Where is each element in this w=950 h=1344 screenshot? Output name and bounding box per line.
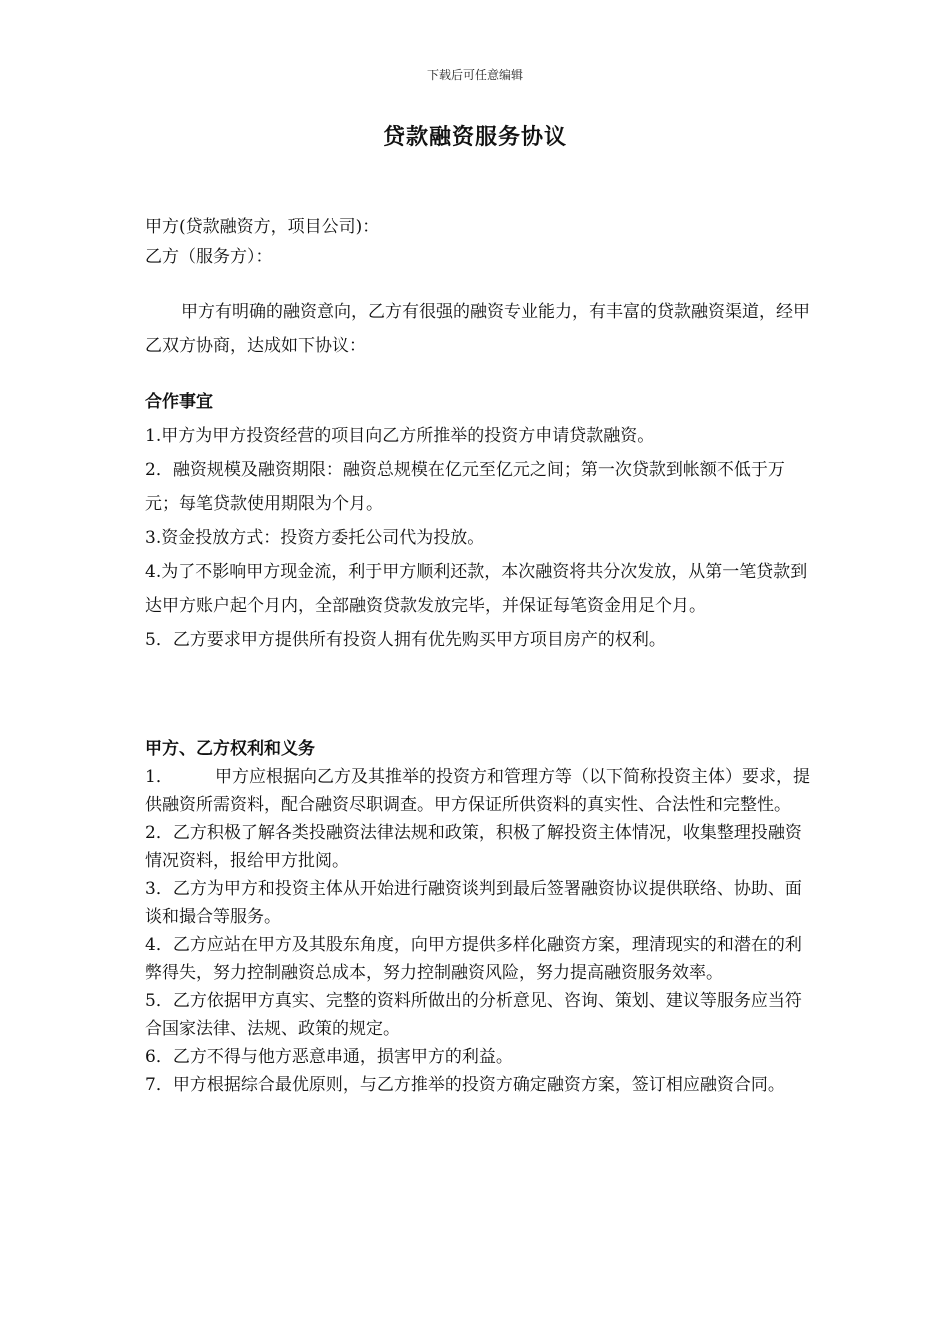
rights-item-6: 6．乙方不得与他方恶意串通，损害甲方的利益。 xyxy=(145,1047,513,1067)
intro-paragraph: 甲方有明确的融资意向，乙方有很强的融资专业能力，有丰富的贷款融资渠道，经甲乙双方协商，达成如下协议： xyxy=(145,302,810,356)
parties-block xyxy=(145,212,810,272)
rights-heading: 甲方、乙方权利和义务 xyxy=(145,739,315,759)
party-b-line: 乙方（服务方）： xyxy=(145,247,273,267)
party-a-line: 甲方(贷款融资方，项目公司)： xyxy=(145,217,380,237)
cooperation-item-1: 1.甲方为甲方投资经营的项目向乙方所推举的投资方申请贷款融资。 xyxy=(145,426,655,446)
document-title: 贷款融资服务协议 xyxy=(382,124,567,150)
cooperation-item-5: 5．乙方要求甲方提供所有投资人拥有优先购买甲方项目房产的权利。 xyxy=(145,630,666,650)
rights-item-4: 4．乙方应站在甲方及其股东角度，向甲方提供多样化融资方案，理清现实的和潜在的利弊得失，努力控制融资总成本，努力控制融资风险，努力提高融资服务效率。 xyxy=(145,935,802,983)
rights-item-7: 7．甲方根据综合最优原则，与乙方推举的投资方确定融资方案，签订相应融资合同。 xyxy=(145,1075,785,1095)
cooperation-section xyxy=(145,385,810,657)
rights-item-1-text: 甲方应根据向乙方及其推举的投资方和管理方等（以下简称投资主体）要求，提供融资所需资料，配合融资尽职调查。甲方保证所供资料的真实性、合法性和完整性。 xyxy=(145,767,810,815)
cooperation-heading: 合作事宜 xyxy=(145,392,213,412)
cooperation-item-3: 3.资金投放方式：投资方委托公司代为投放。 xyxy=(145,528,485,548)
rights-item-5: 5．乙方依据甲方真实、完整的资料所做出的分析意见、咨询、策划、建议等服务应当符合国家法律、法规、政策的规定。 xyxy=(145,991,802,1039)
rights-item-3: 3．乙方为甲方和投资主体从开始进行融资谈判到最后签署融资协议提供联络、协助、面谈和撮合等服务。 xyxy=(145,879,802,927)
rights-item-1-number: 1． xyxy=(145,767,173,787)
cooperation-item-4: 4.为了不影响甲方现金流，利于甲方顺利还款，本次融资将共分次发放，从第一笔贷款到达甲方账户起个月内，全部融资贷款发放完毕，并保证每笔资金用足个月。 xyxy=(145,562,808,616)
rights-item-2: 2．乙方积极了解各类投融资法律法规和政策，积极了解投资主体情况，收集整理投融资情况资料，报给甲方批阅。 xyxy=(145,823,802,871)
cooperation-item-2: 2．融资规模及融资期限：融资总规模在亿元至亿元之间；第一次贷款到帐额不低于万元；每笔贷款使用期限为个月。 xyxy=(145,460,785,514)
rights-section xyxy=(145,735,810,1099)
intro-paragraph-block xyxy=(145,295,810,363)
header-note: 下载后可任意编辑 xyxy=(426,68,523,82)
rights-item-1 xyxy=(145,763,810,819)
